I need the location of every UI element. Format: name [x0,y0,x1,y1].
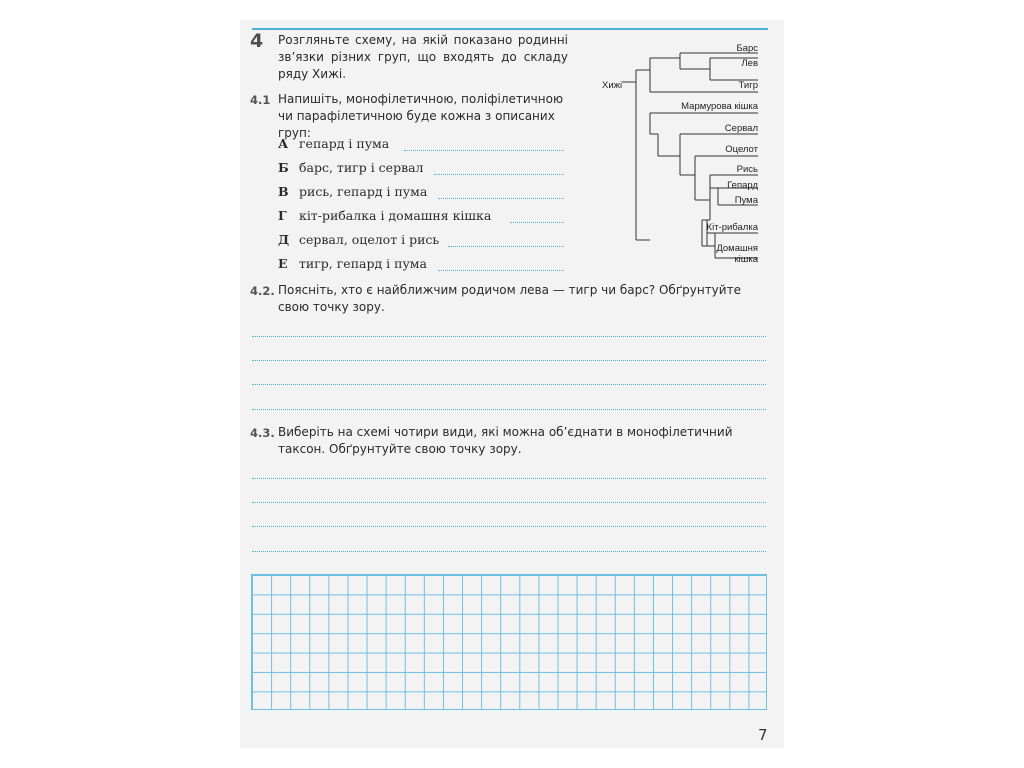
q2-number: 4.2. [250,284,275,298]
taxon-label: Барс [736,43,758,54]
option-text: кіт-рибалка і домашня кішка [299,208,492,223]
task-intro: Розгляньте схему, на якій показано родинні зв’язки різних груп, що входять до складу ряду Хижі. [278,33,568,81]
option-letter: А [278,136,289,151]
q1-text: Напишіть, монофілетичною, поліфілетичною чи парафілетичною буде кожна з описаних груп: [278,92,564,140]
option-letter: Г [278,208,287,223]
taxon-label: Тигр [738,80,758,91]
task-number: 4 [250,30,264,52]
taxon-label: Рись [736,164,758,175]
taxon-label: Лев [741,58,758,69]
taxon-label: Сервал [724,123,758,134]
taxon-label: Гепард [727,180,758,191]
q1-number: 4.1 [250,93,271,107]
q3-number: 4.3. [250,426,275,440]
taxon-label: Кіт-рибалка [706,222,758,233]
drawing-grid[interactable] [251,574,767,710]
taxon-label: кішка [734,254,758,265]
option-letter: Д [278,232,290,247]
q2-text: Поясніть, хто є найближчим родичом лева — тигр чи барс? Обґрунтуйте свою точку зору. [278,283,741,314]
taxon-label: Домашня [716,243,758,254]
clade-root-label: Хижі [602,80,623,91]
page-number: 7 [758,726,768,744]
option-text: сервал, оцелот і рись [299,232,440,247]
option-letter: В [278,184,289,199]
answer-line[interactable] [252,384,766,385]
q3-text: Виберіть на схемі чотири види, які можна об’єднати в монофілетичний таксон. Обґрунтуйте свою точку зору. [278,425,733,456]
option-text: гепард і пума [299,136,390,151]
cladogram [240,20,784,280]
answer-line[interactable] [252,336,766,337]
option-text: барс, тигр і сервал [299,160,424,175]
answer-line[interactable] [252,551,766,552]
answer-line[interactable] [252,409,766,410]
taxon-label: Пума [734,195,758,206]
answer-line[interactable] [252,478,766,479]
taxon-label: Оцелот [725,144,758,155]
answer-line[interactable] [252,526,766,527]
option-letter: Б [278,160,289,175]
taxon-label: Мармурова кішка [681,101,758,112]
answer-line[interactable] [252,360,766,361]
workbook-page [240,20,784,748]
option-text: рись, гепард і пума [299,184,428,199]
option-letter: Е [278,256,288,271]
answer-line[interactable] [252,502,766,503]
option-text: тигр, гепард і пума [299,256,427,271]
